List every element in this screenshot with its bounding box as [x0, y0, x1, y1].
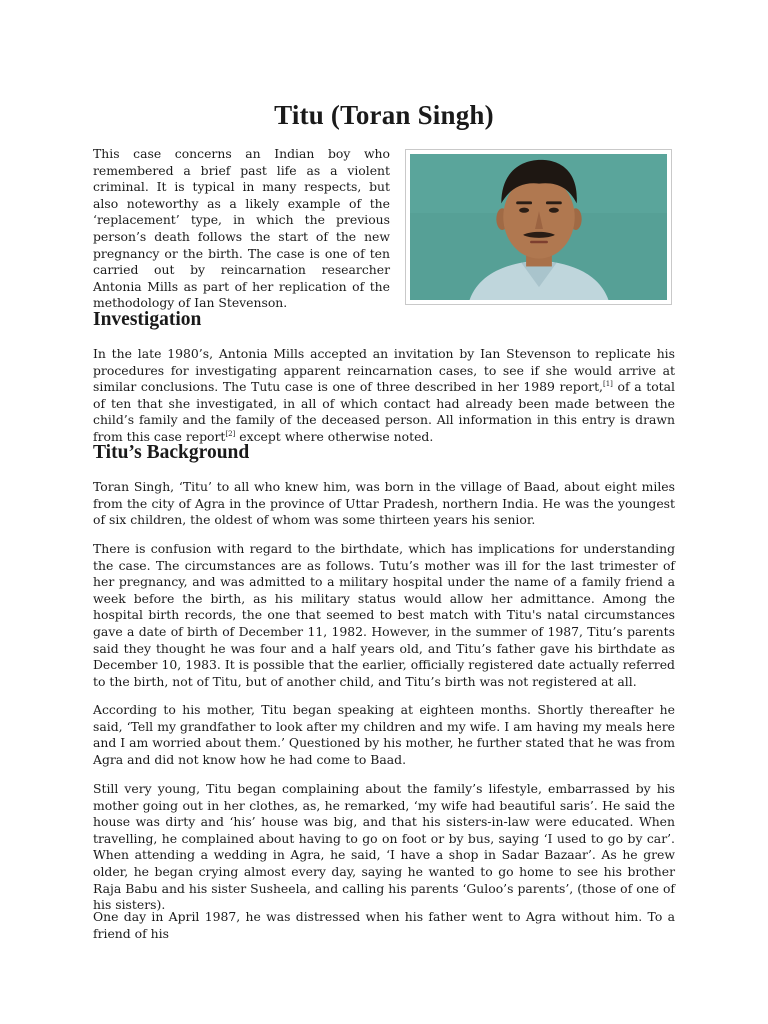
section-heading-investigation: Investigation [93, 309, 202, 330]
background-paragraph-5: One day in April 1987, he was distressed when his father went to Agra without him. To a friend of his [93, 909, 675, 941]
footnote-ref-1[interactable]: [1] [603, 380, 613, 389]
intro-section [93, 146, 675, 312]
portrait-illustration [410, 154, 667, 300]
background-paragraph-4: Still very young, Titu began complaining about the family’s lifestyle, embarrassed by his mother going out in her clothes, as, he remarked, ‘my wife had beautiful saris’. He said the house was dirty and ‘his’ house was big, and that his sisters-in-law were educated. When travelling, he complained about having to go on foot or by bus, saying ‘I used to go by car’. When attending a wedding in Agra, he said, ‘I have a shop in Sadar Bazaar’. As he grew older, he began crying almost every day, saying he wanted to go home to see his brother Raja Babu and his sister Susheela, and calling his parents ‘Guloo’s parents’, (those of one of his sisters). [93, 781, 675, 913]
intro-paragraph: This case concerns an Indian boy who remembered a brief past life as a violent criminal. It is typical in many respects, but also noteworthy as a likely example of the ‘replacement’ type, in which the previous person’s death follows the start of the new pregnancy or the birth. The case is one of ten carried out by reincarnation researcher Antonia Mills as part of her replication of the methodology of Ian Stevenson. [93, 146, 390, 311]
background-paragraph-3: According to his mother, Titu began speaking at eighteen months. Shortly thereafter he said, ‘Tell my grandfather to look after my children and my wife. I am having my meals here and I am worried about them.’ Questioned by his mother, he further stated that he was from Agra and did not know how he had come to Baad. [93, 702, 675, 767]
portrait-photo [410, 154, 667, 300]
page-title: Titu (Toran Singh) [274, 100, 494, 130]
section-heading-background: Titu’s Background [93, 442, 250, 463]
footnote-ref-2[interactable]: [2] [225, 429, 236, 438]
background-paragraph-1: Toran Singh, ‘Titu’ to all who knew him, was born in the village of Baad, about eight miles from the city of Agra in the province of Uttar Pradesh, northern India. He was the youngest of six children, the oldest of whom was some thirteen years his senior. [93, 479, 675, 528]
background-paragraph-2: There is confusion with regard to the birthdate, which has implications for understanding the case. The circumstances are as follows. Tutu’s mother was ill for the last trimester of her pregnancy, and was admitted to a military hospital under the name of a family friend a week before the birth, as his military status would allow her admittance. Among the hospital birth records, the one that seemed to best match with Titu's natal circumstances gave a date of birth of December 11, 1982. However, in the summer of 1987, Titu’s parents said they thought he was four and a half years old, and Titu’s father gave his birthdate as December 10, 1983. It is possible that the earlier, officially registered date actually referred to the birth, not of Titu, but of another child, and Titu’s birth was not registered at all. [93, 541, 675, 689]
investigation-paragraph: In the late 1980’s, Antonia Mills accepted an invitation by Ian Stevenson to replicate his procedures for investigating apparent reincarnation cases, to see if she would arrive at similar conclusions. The Tutu case is one of three described in her 1989 report,[1] of a total of ten that she investigated, in all of which contact had already been made between the child’s family and the family of the deceased person. All information in this entry is drawn from this case report[2] except where otherwise noted. [93, 346, 675, 444]
portrait-photo-frame [405, 149, 672, 305]
